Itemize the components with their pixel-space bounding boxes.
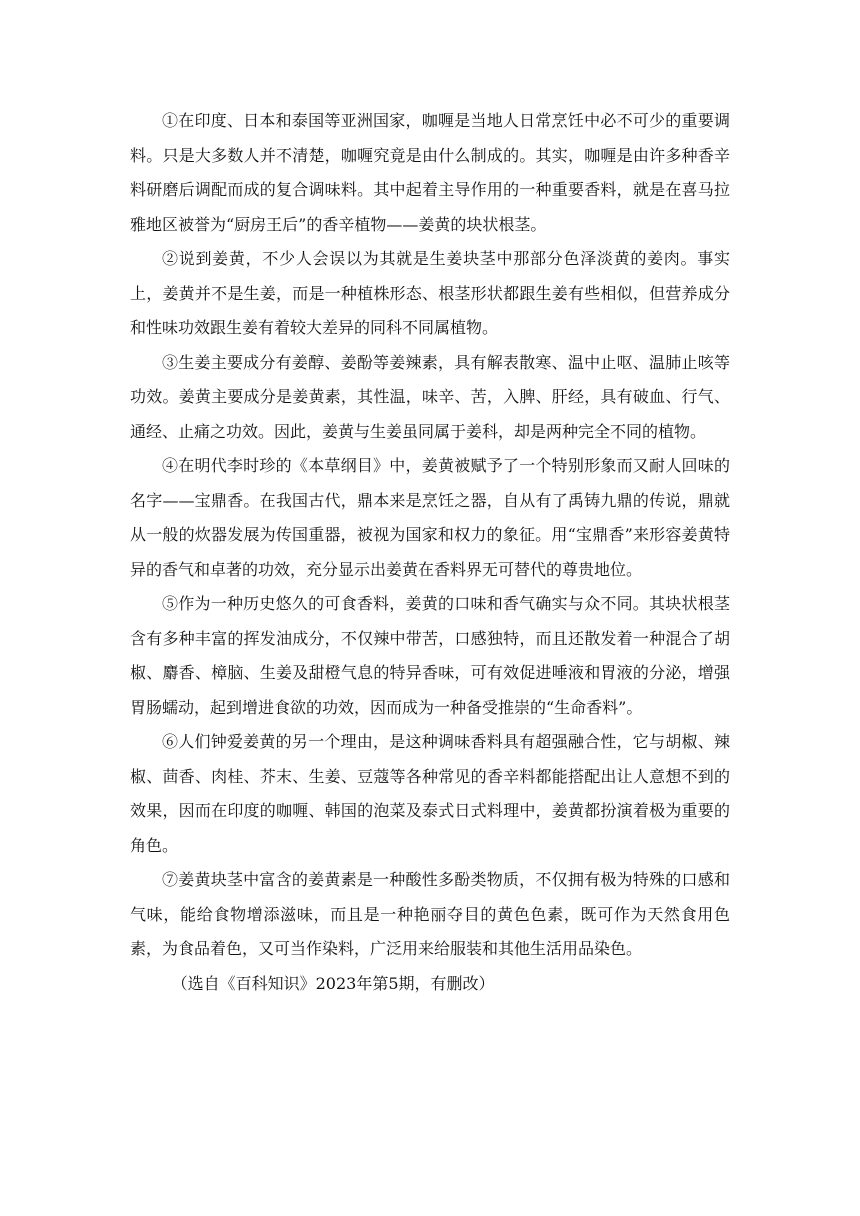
source-citation: （选自《百科知识》2023年第5期，有删改） (171, 973, 495, 993)
paragraph-7: ⑦姜黄块茎中富含的姜黄素是一种酸性多酚类物质，不仅拥有极为特殊的口感和气味，能给食物增添滋味，而且是一种艳丽夺目的黄色色素，既可作为天然食用色素，为食品着色，又可当作染料，广泛用来给服装和其他生活用品染色。 (130, 870, 730, 958)
paragraph-3: ③生姜主要成分有姜醇、姜酚等姜辣素，具有解表散寒、温中止呕、温肺止咳等功效。姜黄主要成分是姜黄素，其性温，味辛、苦，入脾、肝经，具有破血、行气、通经、止痛之功效。因此，姜黄与生姜虽同属于姜科，却是两种完全不同的植物。 (130, 352, 730, 441)
paragraph-5: ⑤作为一种历史悠久的可食香料，姜黄的口味和香气确实与众不同。其块状根茎含有多种丰富的挥发油成分，不仅辣中带苦，口感独特，而且还散发着一种混合了胡椒、麝香、樟脑、生姜及甜橙气息的特异香味，可有效促进唾液和胃液的分泌，增强胃肠蠕动，起到增进食欲的功效，因而成为一种备受推崇的“生命香料”。 (130, 594, 730, 717)
paragraph-2: ②说到姜黄，不少人会误以为其就是生姜块茎中那部分色泽淡黄的姜肉。事实上，姜黄并不是生姜，而是一种植株形态、根茎形状都跟生姜有些相似，但营养成分和性味功效跟生姜有着较大差异的同科不同属植物。 (130, 249, 730, 337)
paragraph-1: ①在印度、日本和泰国等亚洲国家，咖喱是当地人日常烹饪中必不可少的重要调料。只是大多数人并不清楚，咖喱究竟是由什么制成的。其实，咖喱是由许多种香辛料研磨后调配而成的复合调味料。其中起着主导作用的一种重要香料，就是在喜马拉雅地区被誉为“厨房王后”的香辛植物——姜黄的块状根茎。 (130, 111, 730, 234)
paragraph-6: ⑥人们钟爱姜黄的另一个理由，是这种调味香料具有超强融合性，它与胡椒、辣椒、茴香、肉桂、芥末、生姜、豆蔻等各种常见的香辛料都能搭配出让人意想不到的效果，因而在印度的咖喱、韩国的泡菜及泰式日式料理中，姜黄都扮演着极为重要的角色。 (130, 732, 730, 855)
paragraph-4: ④在明代李时珍的《本草纲目》中，姜黄被赋予了一个特别形象而又耐人回味的名字——宝鼎香。在我国古代，鼎本来是烹饪之器，自从有了禹铸九鼎的传说，鼎就从一般的炊器发展为传国重器，被视为国家和权力的象征。用“宝鼎香”来形容姜黄特异的香气和卓著的功效，充分显示出姜黄在香料界无可替代的尊贵地位。 (130, 456, 730, 579)
article-body (130, 104, 730, 1001)
